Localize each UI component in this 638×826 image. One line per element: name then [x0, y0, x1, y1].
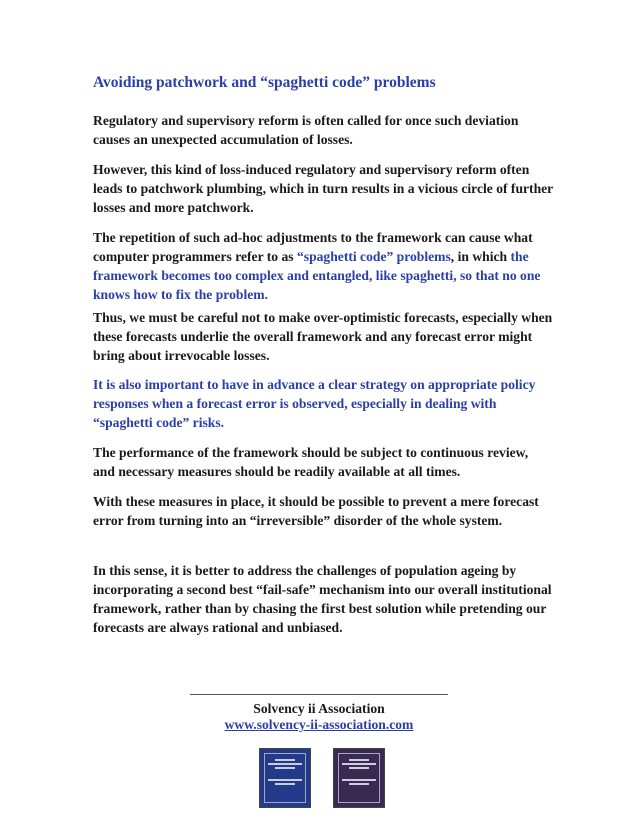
paragraph-6: The performance of the framework should be subject to continuous review, and necessary measures should be readily available at all times.: [93, 445, 529, 479]
book-cover-decoration: [342, 763, 376, 765]
book-cover-image: [333, 748, 385, 808]
book-cover-decoration: [275, 767, 295, 769]
book-cover-decoration: [268, 763, 302, 765]
book-cover-decoration: [349, 767, 369, 769]
paragraph-4: Thus, we must be careful not to make over-optimistic forecasts, especially when these forecasts underlie the overall framework and any forecast error might bring about irrevocable losses.: [93, 310, 553, 363]
paragraph-1: Regulatory and supervisory reform is often called for once such deviation causes an unexpected accumulation of losses.: [93, 113, 519, 147]
footer-organization: Solvency ii Association: [253, 701, 385, 716]
paragraph-3: [93, 228, 553, 304]
paragraph-3-highlight-a: “spaghetti code” problems: [296, 249, 451, 264]
paragraph-7: With these measures in place, it should be possible to prevent a mere forecast error from turning into an “irreversible” disorder of the whole system.: [93, 494, 539, 528]
book-cover-frame: [264, 753, 306, 803]
section-heading: Avoiding patchwork and “spaghetti code” problems: [93, 74, 436, 91]
paragraph-3-highlight-b: the framework becomes too complex and entangled, like spaghetti, so that no one knows how to fix the problem.: [93, 249, 541, 302]
footer-divider: [190, 694, 448, 695]
book-cover-decoration: [275, 759, 295, 761]
paragraph-3-text-a: The repetition of such ad-hoc adjustments to the framework can cause what computer programmers refer to as: [93, 230, 533, 264]
book-cover-decoration: [349, 759, 369, 761]
book-cover-decoration: [349, 783, 369, 785]
book-cover-frame: [338, 753, 380, 803]
book-cover-decoration: [268, 779, 302, 781]
paragraph-5: It is also important to have in advance a clear strategy on appropriate policy responses when a forecast error is observed, especially in dealing with “spaghetti code” risks.: [93, 377, 536, 430]
book-cover-decoration: [275, 783, 295, 785]
paragraph-8: In this sense, it is better to address the challenges of population ageing by incorporating a second best “fail-safe” mechanism into our overall institutional framework, rather than by chasing the first best solution while pretending our forecasts are always rational and unbiased.: [93, 563, 552, 635]
book-cover-image: [259, 748, 311, 808]
paragraph-3-text-c: , in which: [450, 249, 511, 264]
footer-website-link[interactable]: www.solvency-ii-association.com: [224, 717, 414, 732]
paragraph-2: However, this kind of loss-induced regulatory and supervisory reform often leads to patchwork plumbing, which in turn results in a vicious circle of further losses and more patchwork.: [93, 162, 553, 215]
book-cover-decoration: [342, 779, 376, 781]
